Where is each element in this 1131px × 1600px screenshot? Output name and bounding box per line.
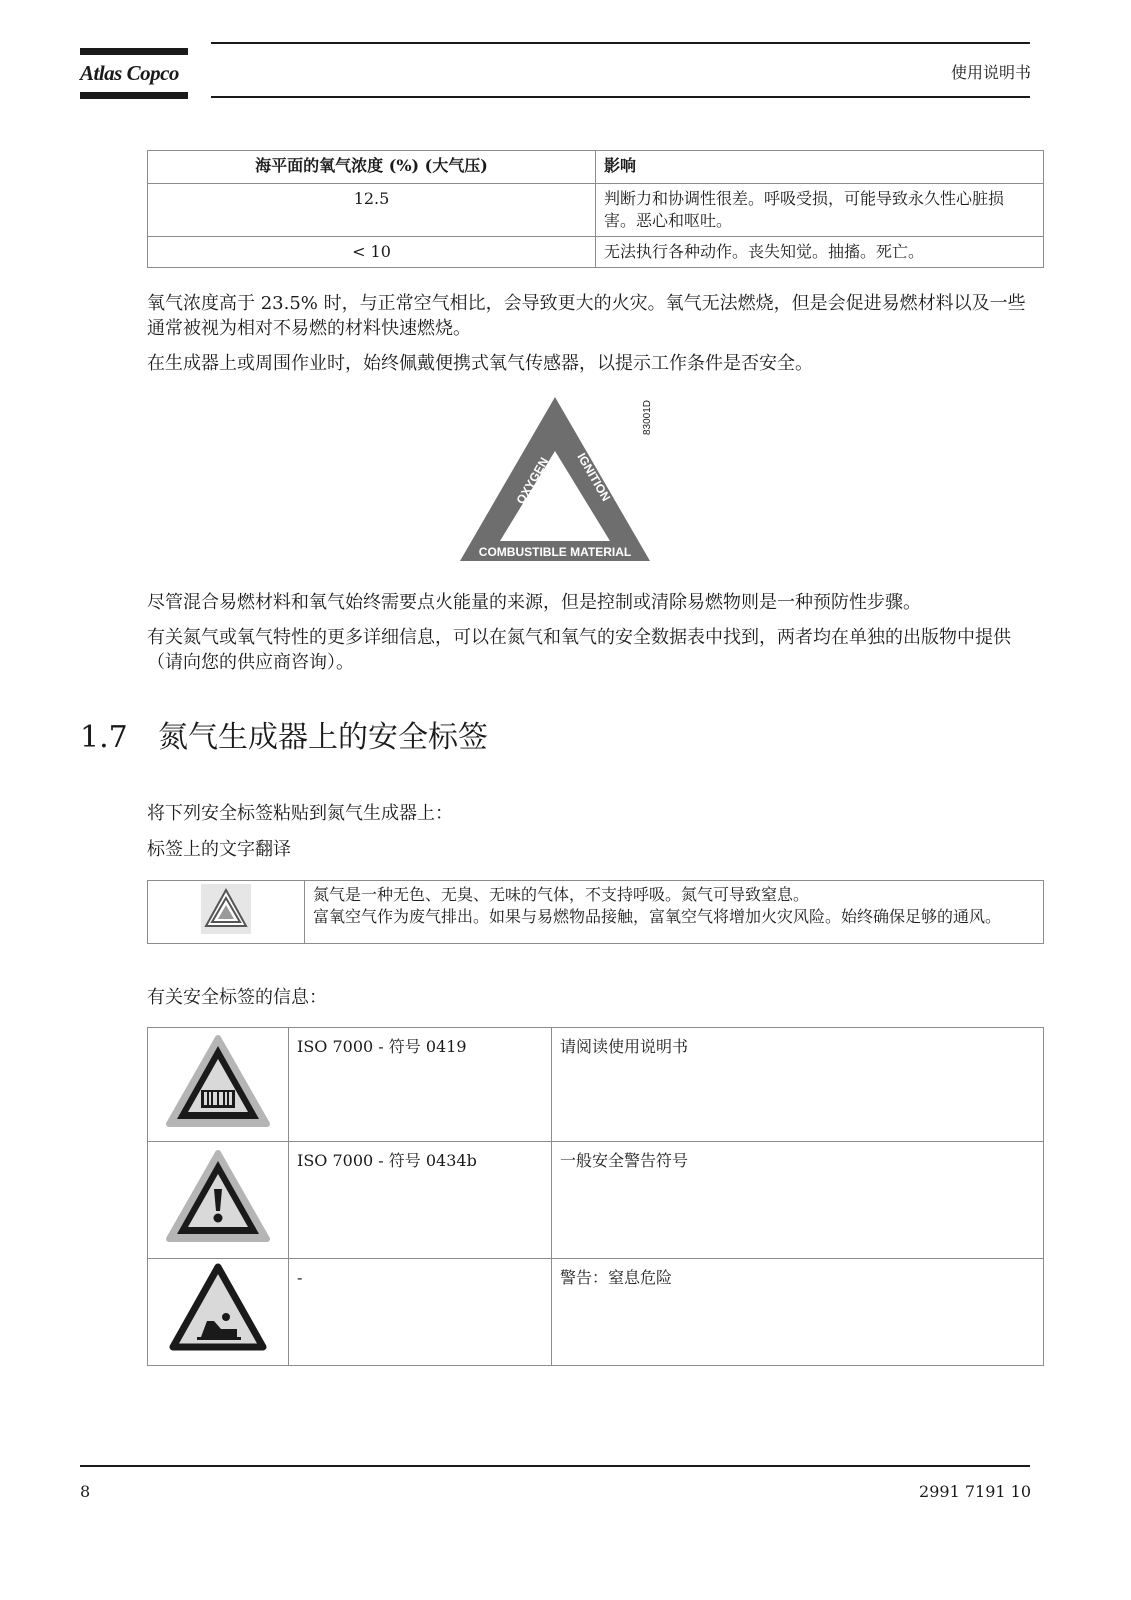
oxygen-concentration-table	[147, 150, 1044, 268]
header-top-rule	[211, 42, 1030, 44]
section-title: 氮气生成器上的安全标签	[158, 720, 488, 755]
translation-line: 氮气是一种无色、无臭、无味的气体，不支持呼吸。氮气可导致窒息。	[313, 885, 810, 904]
symbol-meaning: 请阅读使用说明书	[552, 1028, 1044, 1142]
logo-text: Atlas Copco	[80, 61, 179, 85]
label-intro-line2: 标签上的文字翻译	[147, 839, 291, 860]
iso-standard: ISO 7000 - 符号 0434b	[289, 1142, 552, 1259]
table-row	[148, 1028, 1044, 1142]
section-number: 1.7	[80, 720, 128, 755]
symbol-meaning: 一般安全警告符号	[552, 1142, 1044, 1259]
concentration-value: < 10	[148, 237, 596, 268]
nitrogen-warning-label-icon	[201, 884, 251, 934]
concentration-value: 12.5	[148, 184, 596, 237]
oxygen-label: OXYGEN	[513, 455, 552, 507]
effect-text: 无法执行各种动作。丧失知觉。抽搐。死亡。	[596, 237, 1044, 268]
iso-standard: ISO 7000 - 符号 0419	[289, 1028, 552, 1142]
paragraph-preventive-step: 尽管混合易燃材料和氧气始终需要点火能量的来源，但是控制或清除易燃物则是一种预防性步骤。	[147, 592, 921, 613]
read-manual-icon	[163, 1032, 273, 1132]
ignition-label: IGNITION	[574, 450, 614, 504]
fire-triangle-figure	[455, 393, 665, 565]
iso-standard: -	[289, 1259, 552, 1366]
paragraph-oxygen-fire: 氧气浓度高于 23.5% 时，与正常空气相比，会导致更大的火灾。氧气无法燃烧，但是会促进易燃材料以及一些通常被视为相对不易燃的材料快速燃烧。	[147, 293, 1026, 339]
table-row	[148, 184, 1044, 237]
header-bottom-rule	[211, 96, 1030, 98]
safety-label-info-table	[147, 1027, 1044, 1366]
symbol-meaning: 警告：窒息危险	[552, 1259, 1044, 1366]
document-number: 2991 7191 10	[919, 1482, 1031, 1501]
label-translation-text	[305, 881, 1044, 944]
table-header-row	[148, 151, 1044, 184]
figure-code: 83001D	[642, 399, 653, 435]
paragraph-safety-data: 有关氮气或氧气特性的更多详细信息，可以在氮气和氧气的安全数据表中找到，两者均在单独的出版物中提供（请向您的供应商咨询）。	[147, 627, 1011, 673]
effect-text: 判断力和协调性很差。呼吸受损，可能导致永久性心脏损害。恶心和呕吐。	[596, 184, 1044, 237]
logo-bottom-bar	[80, 92, 188, 99]
combustible-material-label: COMBUSTIBLE MATERIAL	[478, 545, 632, 559]
fire-triangle-shape	[460, 397, 650, 561]
symbol-cell	[148, 1028, 289, 1142]
table-row	[148, 1142, 1044, 1259]
column-header-concentration: 海平面的氧气浓度 (%) (大气压)	[148, 151, 596, 184]
table-row	[148, 237, 1044, 268]
paragraph-oxygen-sensor: 在生成器上或周围作业时，始终佩戴便携式氧气传感器，以提示工作条件是否安全。	[147, 353, 813, 374]
symbol-cell	[148, 1142, 289, 1259]
column-header-effect: 影响	[596, 151, 1044, 184]
document-type: 使用说明书	[950, 63, 1031, 82]
info-heading: 有关安全标签的信息：	[147, 987, 327, 1008]
asphyxiation-icon	[163, 1259, 273, 1359]
translation-line: 富氧空气作为废气排出。如果与易燃物品接触，富氧空气将增加火灾风险。始终确保足够的通风。	[313, 907, 1002, 926]
fire-triangle-icon	[455, 393, 665, 565]
label-translation-table	[147, 880, 1044, 944]
general-warning-icon	[163, 1147, 273, 1247]
section-heading	[80, 718, 488, 758]
table-row	[148, 1259, 1044, 1366]
atlas-copco-logo	[80, 46, 188, 100]
label-thumbnail-cell	[148, 881, 305, 944]
footer-rule	[80, 1465, 1030, 1467]
logo-top-bar	[80, 48, 188, 55]
page-number: 8	[80, 1482, 91, 1501]
label-intro-line1: 将下列安全标签粘贴到氮气生成器上：	[147, 803, 453, 824]
table-row	[148, 881, 1044, 944]
symbol-cell	[148, 1259, 289, 1366]
